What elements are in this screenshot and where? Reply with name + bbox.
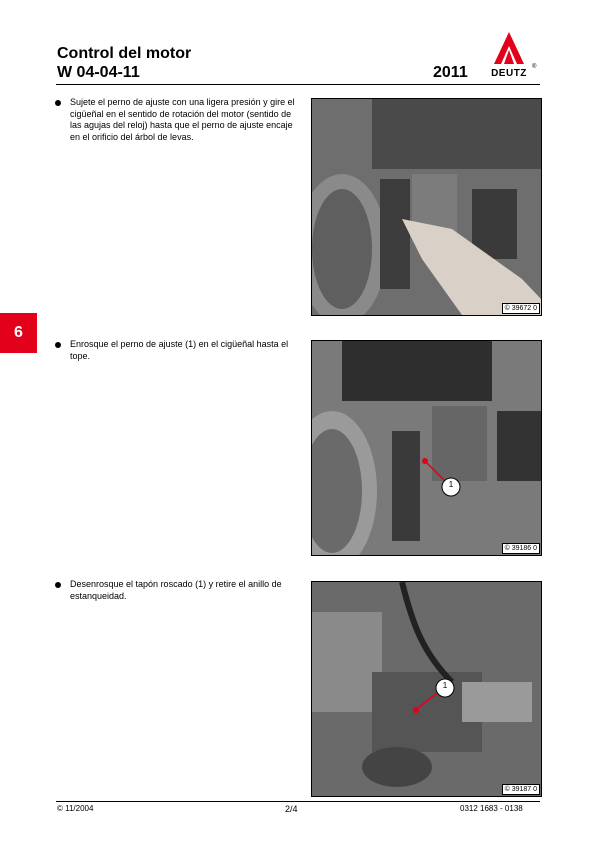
bullet-icon xyxy=(55,100,61,106)
photo-id-1: © 39672 0 xyxy=(502,303,540,314)
engine-photo-1 xyxy=(312,99,541,315)
step-2-text: Enrosque el perno de ajuste (1) en el cigüeñal hasta el tope. xyxy=(70,339,289,361)
footer-rule xyxy=(56,801,540,802)
step-3 xyxy=(55,579,305,602)
callout-label-2: 1 xyxy=(448,480,454,489)
step-2 xyxy=(55,339,305,362)
photo-id-3: © 39187 0 xyxy=(502,784,540,795)
engine-photo-3 xyxy=(312,582,541,796)
photo-step-1 xyxy=(311,98,542,316)
photo-step-3 xyxy=(311,581,542,797)
bullet-icon xyxy=(55,342,61,348)
title-line-2: W 04-04-11 xyxy=(57,64,140,81)
doc-number: 0312 1683 - 0138 xyxy=(460,804,523,813)
page-number: 2/4 xyxy=(285,804,298,814)
header-rule xyxy=(56,84,540,85)
deutz-logo xyxy=(480,30,542,86)
deutz-logo-icon xyxy=(480,30,538,70)
photo-id-2: © 39186 0 xyxy=(502,543,540,554)
bullet-icon xyxy=(55,582,61,588)
footer-date: © 11/2004 xyxy=(57,804,94,813)
engine-photo-2 xyxy=(312,341,541,555)
year-label: 2011 xyxy=(433,64,468,81)
step-3-text: Desenrosque el tapón roscado (1) y retire el anillo de estanqueidad. xyxy=(70,579,282,601)
chapter-tab: 6 xyxy=(0,313,37,353)
title-line-1: Control del motor xyxy=(57,45,192,62)
step-1-text: Sujete el perno de ajuste con una ligera presión y gire el cigüeñal en el sentido de rotación del motor (sentido de las agujas del reloj) hasta que el perno de ajuste encaje en el orificio del árbol de levas. xyxy=(70,97,295,142)
brand-name: DEUTZ xyxy=(491,68,527,79)
photo-step-2 xyxy=(311,340,542,556)
callout-label-3: 1 xyxy=(442,681,448,690)
registered-mark: ® xyxy=(532,64,537,70)
step-1 xyxy=(55,97,305,143)
